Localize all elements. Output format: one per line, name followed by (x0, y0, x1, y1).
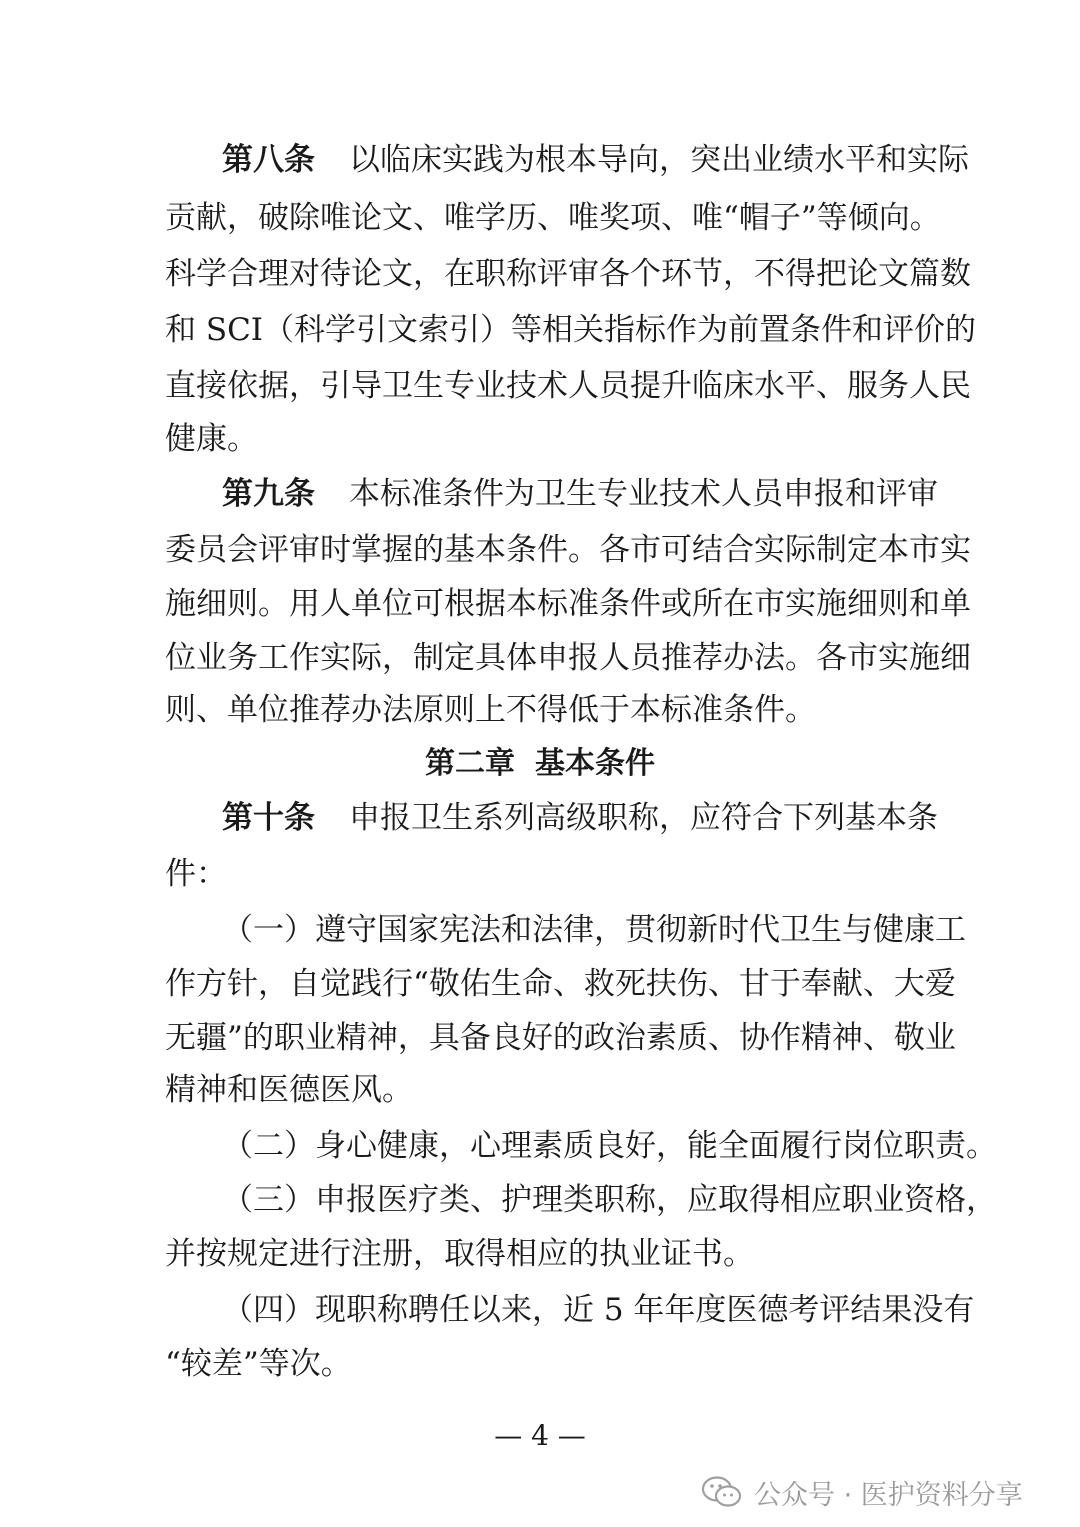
article-9-label: 第九条 (222, 476, 315, 512)
item-1-line-2: 作方针，自觉践行“敬佑生命、救死扶伤、甘于奉献、大爱 (165, 966, 956, 1002)
watermark-text: 公众号 · 医护资料分享 (754, 1479, 1023, 1511)
article-8-line-3: 科学合理对待论文，在职称评审各个环节，不得把论文篇数 (165, 256, 971, 292)
article-10-line-2: 件： (165, 856, 227, 892)
article-8-line-5: 直接依据，引导卫生专业技术人员提升临床水平、服务人民 (165, 368, 971, 404)
item-4-line-2: “较差”等次。 (165, 1346, 352, 1382)
watermark (700, 1472, 1023, 1512)
chapter-number: 第二章 (425, 746, 515, 781)
article-10-label: 第十条 (222, 800, 315, 836)
item-2-line-1: （二）身心健康，心理素质良好，能全面履行岗位职责。 (222, 1128, 997, 1164)
article-9-line-5: 则、单位推荐办法原则上不得低于本标准条件。 (165, 692, 816, 728)
page-number: — 4 — (494, 1419, 586, 1452)
article-8-line-2: 贡献，破除唯论文、唯学历、唯奖项、唯“帽子”等倾向。 (165, 200, 941, 236)
wechat-icon (700, 1474, 744, 1510)
article-9-line-3: 施细则。用人单位可根据本标准条件或所在市实施细则和单 (165, 586, 971, 622)
article-9-line-1: 第九条 本标准条件为卫生专业技术人员申报和评审 (222, 476, 938, 512)
item-1-line-3: 无疆”的职业精神，具备良好的政治素质、协作精神、敬业 (165, 1020, 956, 1056)
item-3-line-2: 并按规定进行注册，取得相应的执业证书。 (165, 1236, 754, 1272)
item-3-line-1: （三）申报医疗类、护理类职称，应取得相应职业资格， (222, 1182, 997, 1218)
item-1-line-4: 精神和医德医风。 (165, 1072, 413, 1108)
article-10-line-1: 第十条 申报卫生系列高级职称，应符合下列基本条 (222, 800, 938, 836)
item-1-line-1: （一）遵守国家宪法和法律，贯彻新时代卫生与健康工 (222, 912, 966, 948)
chapter-heading (0, 744, 1080, 784)
article-8-label: 第八条 (222, 142, 315, 178)
article-9-line-2: 委员会评审时掌握的基本条件。各市可结合实际制定本市实 (165, 532, 971, 568)
article-8-line-4: 和 SCI（科学引文索引）等相关指标作为前置条件和评价的 (165, 312, 977, 348)
chapter-title: 基本条件 (535, 746, 655, 781)
article-8-line-6: 健康。 (165, 421, 258, 457)
item-4-line-1: （四）现职称聘任以来，近 5 年年度医德考评结果没有 (222, 1292, 975, 1328)
article-8-line-1: 第八条 以临床实践为根本导向，突出业绩水平和实际 (222, 142, 969, 178)
article-9-line-4: 位业务工作实际，制定具体申报人员推荐办法。各市实施细 (165, 640, 971, 676)
